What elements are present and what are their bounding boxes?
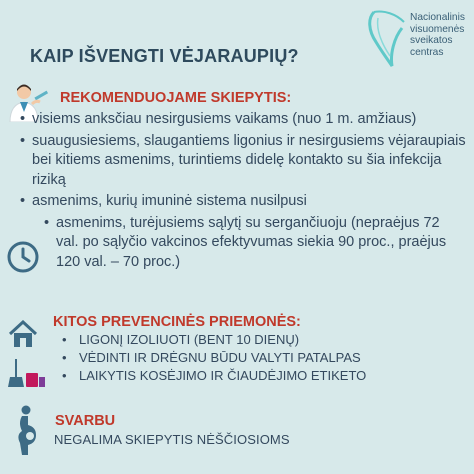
house-icon: [8, 320, 38, 348]
pregnant-woman-icon: [14, 405, 42, 455]
logo-line: sveikatos: [410, 35, 453, 46]
page-title: KAIP IŠVENGTI VĖJARAUPIŲ?: [30, 46, 299, 66]
list-item: • VĖDINTI IR DRĖGNU BŪDU VALYTI PATALPAS: [62, 349, 442, 367]
list-item: • asmenims, kurių imuninė sistema nusilpusi: [20, 192, 466, 212]
list-item: • LIGONĮ IZOLIUOTI (BENT 10 DIENŲ): [62, 331, 442, 349]
important-text: NEGALIMA SKIEPYTIS NĖŠČIOSIOMS: [54, 432, 290, 447]
other-list: [62, 331, 442, 385]
logo-mark-icon: [364, 8, 408, 70]
logo-line: centras: [410, 46, 444, 58]
recommend-list: [20, 110, 466, 274]
logo-line: Nacionalinis: [410, 12, 465, 23]
list-item: • visiems anksčiau nesirgusiems vaikams (nuo 1 m. amžiaus): [20, 110, 466, 130]
logo: [364, 6, 472, 72]
clock-icon: [6, 240, 40, 274]
logo-text: [410, 12, 465, 58]
other-heading: KITOS PREVENCINĖS PRIEMONĖS:: [53, 314, 301, 330]
cleaning-icon: [6, 357, 46, 389]
list-item: • asmenims, turėjusiems sąlytį su sergančiuoju (nepraėjus 72 val. po sąlyčio vakcinos efektyvumas siekia 90 proc., praėjus 120 val. – 70 proc.): [44, 214, 466, 273]
recommend-heading: REKOMENDUOJAME SKIEPYTIS:: [60, 90, 292, 106]
logo-line: visuomenės: [410, 23, 465, 35]
list-item: • suaugusiesiems, slaugantiems ligonius ir nesirgusiems vėjaraupiais bei kitiems asmenims, turintiems didelę kontakto su šia infekcija riziką: [20, 132, 466, 191]
important-heading: SVARBU: [55, 413, 116, 429]
list-item: • LAIKYTIS KOSĖJIMO IR ČIAUDĖJIMO ETIKETO: [62, 367, 442, 385]
